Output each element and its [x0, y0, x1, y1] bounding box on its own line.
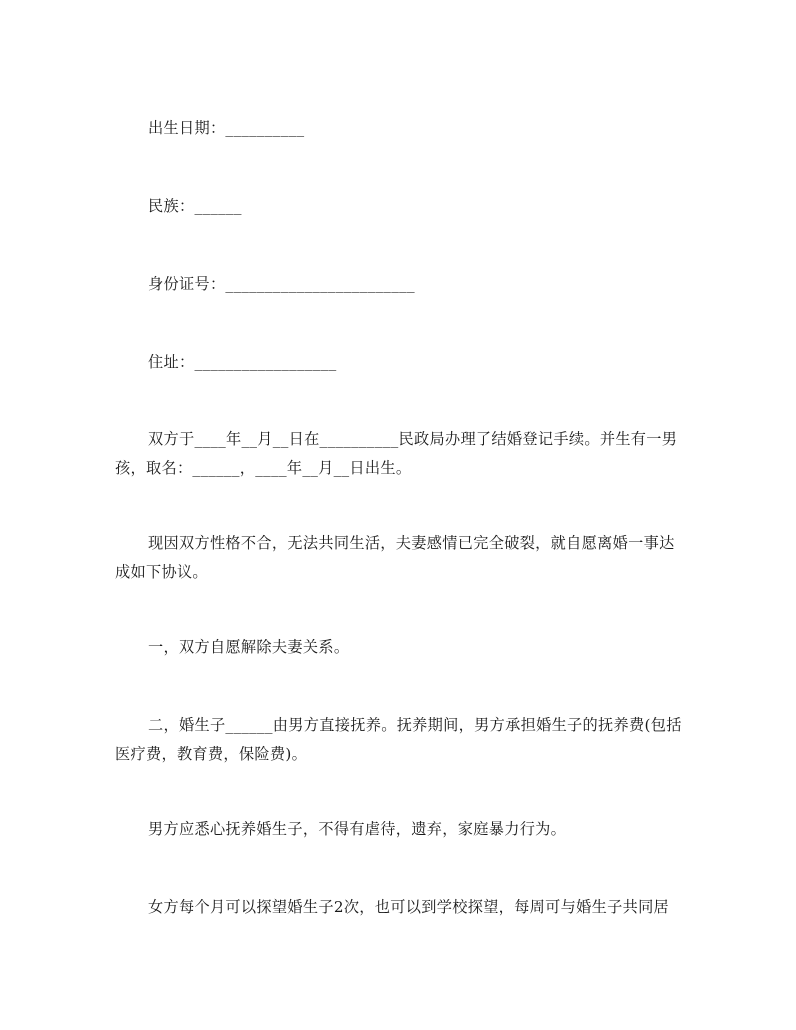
visitation-paragraph: 女方每个月可以探望婚生子2次，也可以到学校探望，每周可与婚生子共同居	[148, 898, 670, 916]
birth-date-field: 出生日期：__________	[148, 119, 305, 137]
divorce-reason-paragraph: 现因双方性格不合，无法共同生活，夫妻感情已完全破裂，就自愿离婚一事达成如下协议。	[115, 534, 675, 581]
marriage-registration-paragraph: 双方于____年__月__日在__________民政局办理了结婚登记手续。并生有一男孩，取名：______，____年__月__日出生。	[115, 430, 678, 477]
custody-duty-paragraph: 男方应悉心抚养婚生子，不得有虐待，遗弃，家庭暴力行为。	[148, 820, 567, 838]
clause-one: 一，双方自愿解除夫妻关系。	[148, 638, 350, 656]
ethnicity-field: 民族：______	[148, 197, 242, 215]
address-field: 住址：__________________	[148, 353, 337, 371]
id-number-field: 身份证号：________________________	[148, 275, 415, 293]
clause-two: 二，婚生子______由男方直接抚养。抚养期间，男方承担婚生子的抚养费(包括医疗费，教育费，保险费)。	[115, 716, 682, 763]
